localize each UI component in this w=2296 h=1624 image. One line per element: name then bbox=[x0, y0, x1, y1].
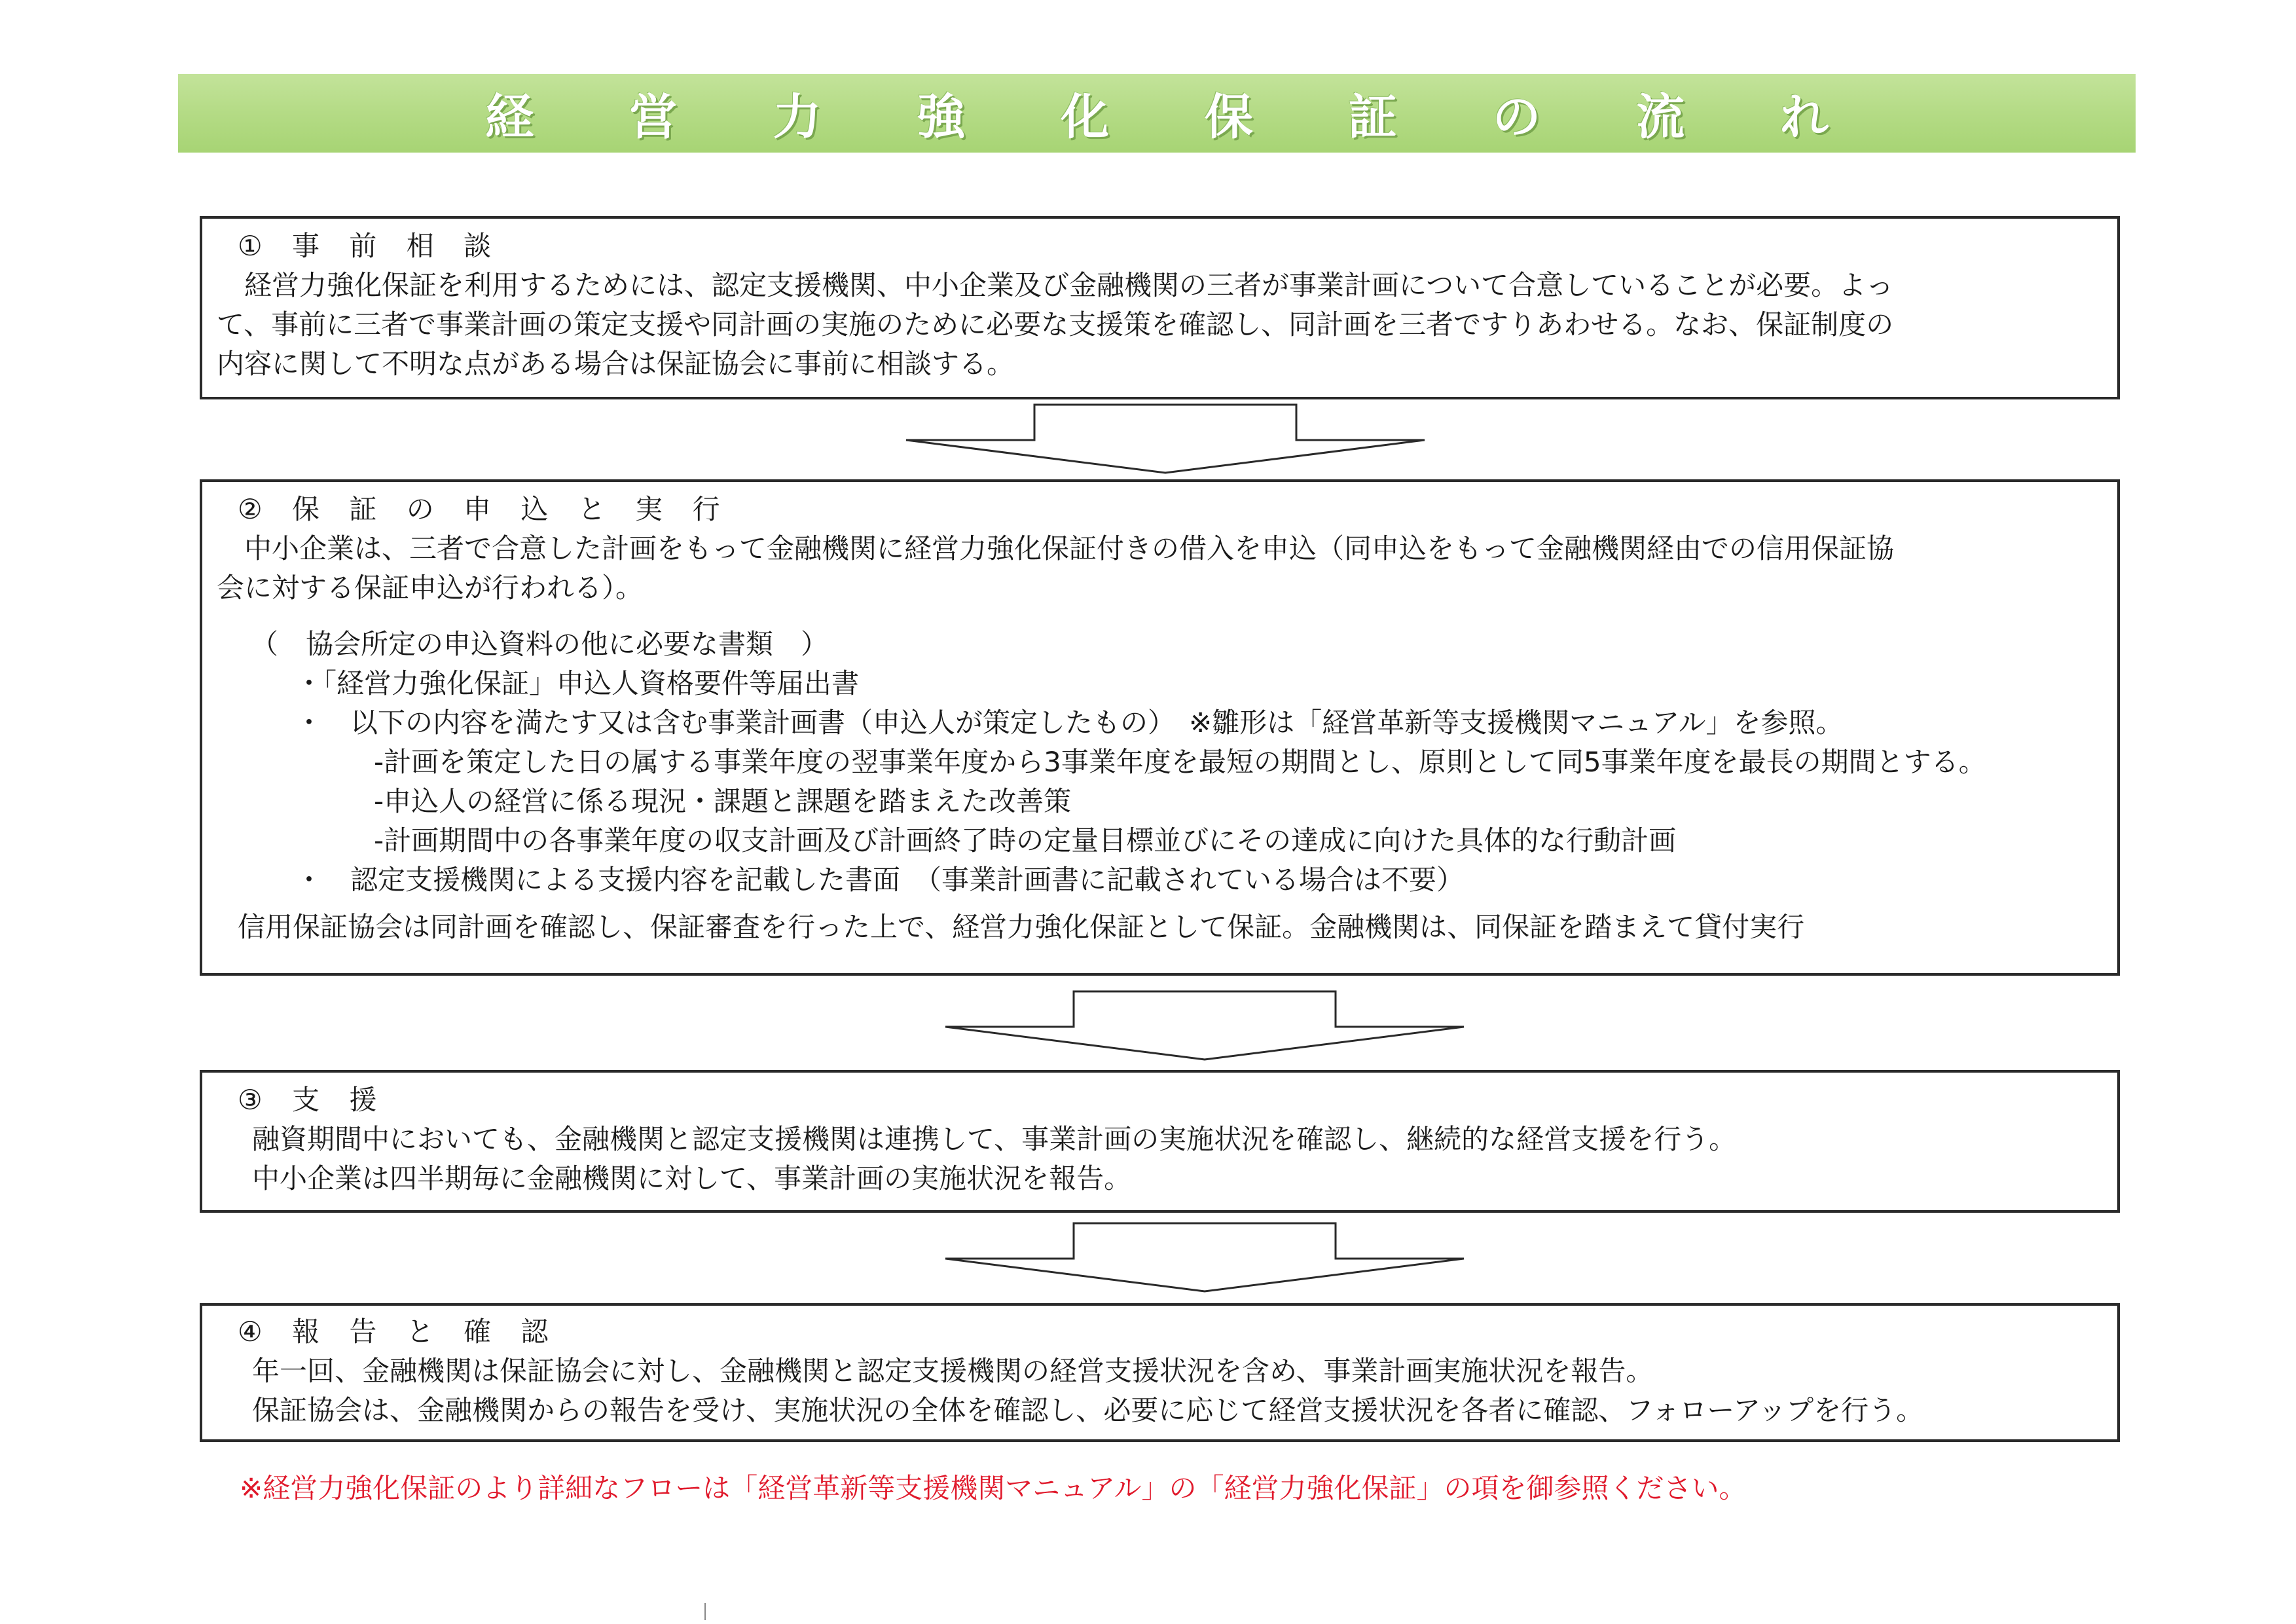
step2-closing: 信用保証協会は同計画を確認し、保証審査を行った上で、経営力強化保証として保証。金融機関は、同保証を踏まえて貸付実行 bbox=[238, 911, 1805, 943]
required-doc-item: ・ 以下の内容を満たす又は含む事業計画書（申込人が策定したもの） ※雛形は「経営革新等支援機関マニュアル」を参照。 bbox=[295, 707, 1844, 739]
plan-requirement: -計画期間中の各事業年度の収支計画及び計画終了時の定量目標並びにその達成に向けた具体的な行動計画 bbox=[374, 824, 1677, 857]
step1-line: て、事前に三者で事業計画の策定支援や同計画の実施のために必要な支援策を確認し、同計画を三者ですりあわせる。なお、保証制度の bbox=[217, 308, 1894, 341]
flow-arrow-1 bbox=[903, 403, 1427, 475]
step1-line: 内容に関して不明な点がある場合は保証協会に事前に相談する。 bbox=[217, 348, 1015, 380]
footnote-reference: ※経営力強化保証のより詳細なフローは「経営革新等支援機関マニュアル」の「経営力強化保証」の項を御参照ください。 bbox=[240, 1472, 1747, 1504]
title-banner bbox=[178, 74, 2136, 153]
step4-line: 年一回、金融機関は保証協会に対し、金融機関と認定支援機関の経営支援状況を含め、事業計画実施状況を報告。 bbox=[252, 1355, 1654, 1387]
step2-heading: ② 保 証 の 申 込 と 実 行 bbox=[238, 493, 731, 525]
scan-mark bbox=[704, 1603, 706, 1620]
step1-heading: ① 事 前 相 談 bbox=[238, 230, 502, 262]
plan-requirement: -申込人の経営に係る現況・課題と課題を踏まえた改善策 bbox=[374, 785, 1072, 817]
required-doc-item: ・ 認定支援機関による支援内容を記載した書面 （事業計画書に記載されている場合は不要） bbox=[295, 864, 1465, 896]
step3-heading: ③ 支 援 bbox=[238, 1084, 388, 1116]
required-docs-heading: （ 協会所定の申込資料の他に必要な書類 ） bbox=[251, 628, 829, 660]
step2-box bbox=[200, 479, 2120, 976]
step4-box bbox=[200, 1303, 2120, 1442]
step1-box bbox=[200, 216, 2120, 399]
step4-heading: ④ 報 告 と 確 認 bbox=[238, 1316, 559, 1348]
step3-line: 融資期間中においても、金融機関と認定支援機関は連携して、事業計画の実施状況を確認し、継続的な経営支援を行う。 bbox=[252, 1123, 1737, 1155]
flow-arrow-3 bbox=[943, 1222, 1467, 1294]
step2-line: 会に対する保証申込が行われる）。 bbox=[217, 572, 644, 604]
flow-arrow-2 bbox=[943, 990, 1467, 1062]
required-doc-item: ・「経営力強化保証」申込人資格要件等届出書 bbox=[295, 667, 860, 699]
step3-line: 中小企業は四半期毎に金融機関に対して、事業計画の実施状況を報告。 bbox=[252, 1162, 1132, 1194]
step1-line: 経営力強化保証を利用するためには、認定支援機関、中小企業及び金融機関の三者が事業計画について合意していることが必要。よっ bbox=[244, 269, 1894, 301]
step3-box bbox=[200, 1070, 2120, 1213]
page-title: 経 営 力 強 化 保 証 の 流 れ bbox=[485, 89, 1868, 145]
step4-line: 保証協会は、金融機関からの報告を受け、実施状況の全体を確認し、必要に応じて経営支援状況を各者に確認、フォローアップを行う。 bbox=[252, 1394, 1924, 1426]
plan-requirement: -計画を策定した日の属する事業年度の翌事業年度から3事業年度を最短の期間とし、原則として同5事業年度を最長の期間とする。 bbox=[374, 746, 1986, 778]
step2-line: 中小企業は、三者で合意した計画をもって金融機関に経営力強化保証付きの借入を申込（同申込をもって金融機関経由での信用保証協 bbox=[244, 532, 1895, 564]
